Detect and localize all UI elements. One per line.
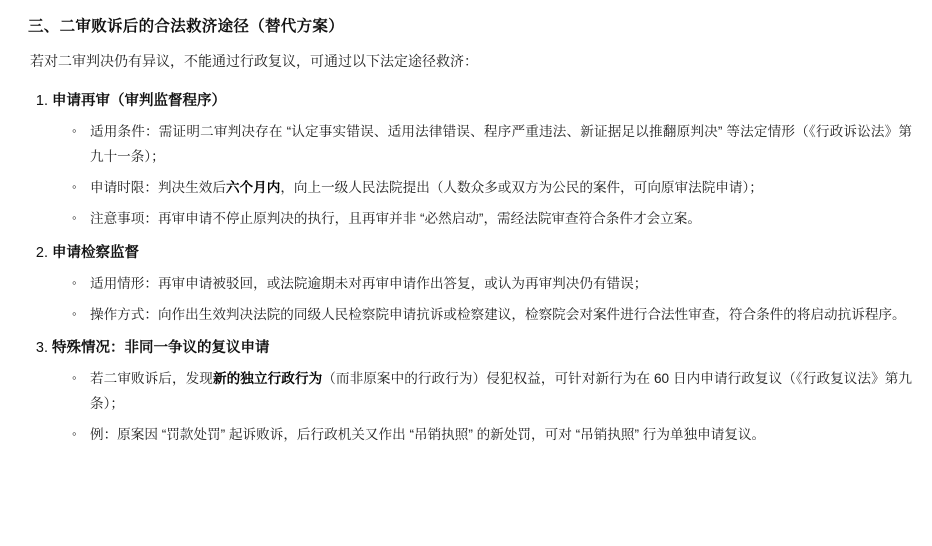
section-title: 三、二审败诉后的合法救济途径（替代方案） [28,18,345,35]
body-text: 适用情形：再审申请被驳回，或法院逾期未对再审申请作出答复，或认为再审判决仍有错误； [90,275,648,291]
sub-list-item [28,271,912,296]
step-item [28,90,912,232]
step-heading-text: 申请检察监督 [52,244,139,261]
step-item [28,242,912,327]
body-text: 注意事项：再审申请不停止原判决的执行，且再审并非 “必然启动”，需经法院审查符合条件才会立案。 [90,211,701,227]
step-heading [35,337,912,360]
step-heading [35,242,912,265]
step-item [28,337,912,448]
step-heading [35,90,912,113]
steps-list [28,90,912,448]
sub-list [28,271,912,327]
sub-list-item [28,422,912,447]
body-text: 例：原案因 “罚款处罚” 起诉败诉，后行政机关又作出 “吊销执照” 的新处罚，可对 “吊销执照” 行为单独申请复议。 [90,427,766,443]
sub-list [28,366,912,447]
step-number: 3. [35,340,48,357]
step-heading-text: 特殊情况：非同一争议的复议申请 [52,340,270,357]
body-text: 适用条件：需证明二审判决存在 “认定事实错误、适用法律错误、程序严重违法、新证据足以推翻原判决” 等法定情形（《行政诉讼法》第九十一条）； [90,123,912,165]
body-text: 申请时限：判决生效后 [90,180,226,196]
body-text: 若二审败诉后，发现 [90,371,213,387]
sub-list-item [28,175,912,200]
step-number: 2. [35,244,48,261]
lead-paragraph: 若对二审判决仍有异议，不能通过行政复议，可通过以下法定途径救济： [30,53,478,69]
sub-list-item [28,302,912,327]
sub-list-item [28,206,912,231]
step-heading-text: 申请再审（审判监督程序） [52,92,226,109]
sub-list-item [28,119,912,169]
body-text: 操作方式：向作出生效判决法院的同级人民检察院申请抗诉或检察建议，检察院会对案件进行合法性审查，符合条件的将启动抗诉程序。 [90,306,906,322]
sub-list-item [28,366,912,416]
body-text: （而非原案中的行政行为）侵犯权益，可针对新行为在 60 日内申请行政复议（《行政复议法》第九条）； [90,371,913,412]
emphasis-text: 六个月内 [225,180,281,196]
sub-list [28,119,912,232]
body-text: ，向上一级人民法院提出（人数众多或双方为公民的案件，可向原审法院申请）； [280,180,763,196]
step-number: 1. [35,92,48,109]
emphasis-text: 新的独立行政行为 [212,371,323,387]
